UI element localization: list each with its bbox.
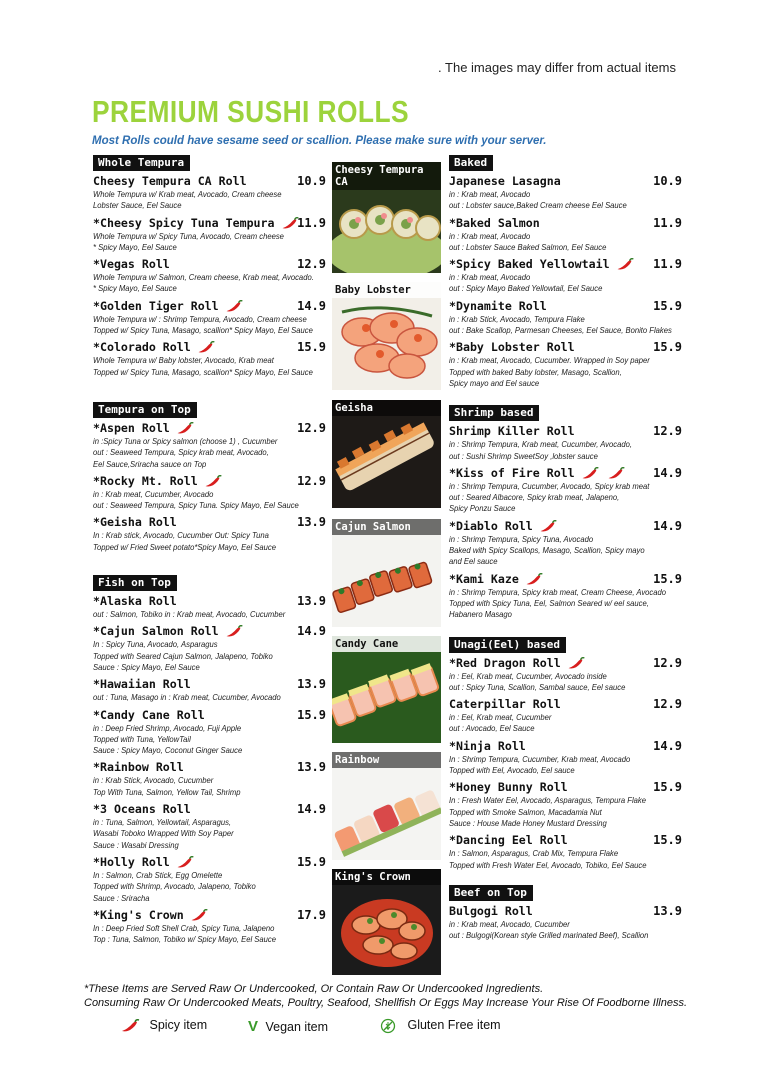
item-name: Cheesy Spicy Tuna Tempura <box>99 215 275 230</box>
item-description: Sauce : Sriracha <box>93 892 150 903</box>
item-name: Honey Bunny Roll <box>455 780 568 795</box>
item-price: 11.9 <box>653 215 682 230</box>
item-description: In : Shrimp Tempura, Cucumber, Krab meat, Avocado <box>449 753 631 764</box>
menu-item-dynamite-roll <box>449 299 682 337</box>
raw-item-star: * <box>449 340 456 355</box>
item-price: 10.9 <box>297 174 326 188</box>
raw-item-star: * <box>449 518 456 533</box>
menu-item-geisha-roll <box>93 515 326 553</box>
item-price: 15.9 <box>653 298 682 313</box>
item-price: 15.9 <box>653 833 682 848</box>
item-price: 11.9 <box>653 257 682 272</box>
item-price: 12.9 <box>653 655 682 670</box>
item-name: Japanese Lasagna <box>449 174 561 188</box>
item-description: Sauce : Wasabi Dressing <box>93 839 179 850</box>
photo-label: Cheesy Tempura CA <box>332 162 441 190</box>
photo-baby-lobster <box>332 282 441 390</box>
item-name: Kami Kaze <box>455 571 519 586</box>
chili-pepper-icon <box>537 520 559 533</box>
item-description: in :Spicy Tuna or Spicy salmon (choose 1) , Cucumber <box>93 435 278 446</box>
item-name: Baked Salmon <box>455 215 540 230</box>
photo-label: Rainbow <box>332 752 441 768</box>
chili-pepper-icon <box>614 258 636 271</box>
section-tempura-on-top <box>93 400 326 553</box>
item-price: 15.9 <box>297 707 326 722</box>
section-heading: Beef on Top <box>449 885 533 901</box>
item-description: out : Bake Scallop, Parmesan Cheeses, Eel Sauce, Bonito Flakes <box>449 325 672 336</box>
menu-item-red-dragon-roll <box>449 656 682 694</box>
right-menu-column <box>449 153 682 941</box>
item-name: Kiss of Fire Roll <box>455 465 575 480</box>
menu-item-vegas-roll <box>93 257 326 295</box>
item-name: Holly Roll <box>99 854 170 869</box>
item-name: Hawaiian Roll <box>99 677 191 692</box>
item-description: Topped with Spicy Tuna, Eel, Salmon Seared w/ eel sauce, <box>449 597 649 608</box>
legend-spicy-label: Spicy item <box>149 1018 208 1032</box>
chili-pepper-icon <box>195 341 217 354</box>
item-name: Candy Cane Roll <box>99 707 205 722</box>
item-description: Topped with Shrimp, Avocado, Jalapeno, Tobiko <box>93 881 256 892</box>
menu-item-caterpillar-roll <box>449 697 682 735</box>
item-price: 13.9 <box>297 677 326 692</box>
raw-item-star: * <box>93 907 100 922</box>
item-description: In : Spicy Tuna, Avocado, Asparagus <box>93 639 218 650</box>
section-shrimp-based <box>449 403 682 620</box>
item-description: Topped with Smoke Salmon, Macadamia Nut <box>449 806 602 817</box>
item-description: In : Fresh Water Eel, Avocado, Asparagus, Tempura Flake <box>449 795 647 806</box>
item-description: in : Krab meat, Avocado <box>449 230 531 241</box>
raw-item-star: * <box>93 677 100 692</box>
baby-lobster-image <box>332 282 441 390</box>
menu-item-diablo-roll <box>449 519 682 568</box>
raw-item-star: * <box>449 465 456 480</box>
photo-label: King's Crown <box>332 869 441 885</box>
candy-cane-image <box>332 636 441 743</box>
legend-spicy <box>120 1018 207 1033</box>
menu-item-alaska-roll <box>93 594 326 620</box>
chili-pepper-icon <box>223 625 245 638</box>
photo-candy-cane <box>332 636 441 743</box>
item-name: 3 Oceans Roll <box>99 802 191 817</box>
item-name: Geisha Roll <box>99 515 177 530</box>
menu-item-baked-salmon <box>449 216 682 254</box>
item-description: Topped with Seared Cajun Salmon, Jalapeno, Tobiko <box>93 650 273 661</box>
menu-item-baby-lobster-roll <box>449 340 682 389</box>
chili-pepper-icon <box>120 1019 140 1033</box>
item-description: Whole Tempura w/ Spicy Tuna, Avocado, Cream cheese <box>93 230 284 241</box>
item-price: 12.9 <box>297 420 326 435</box>
item-price: 15.9 <box>653 340 682 355</box>
item-description: Topped with baked Baby lobster, Masago, Scallion, <box>449 366 622 377</box>
item-description: in : Krab meat, Avocado, Cucumber <box>449 918 570 929</box>
section-heading: Whole Tempura <box>93 155 190 171</box>
section-unagi-eel-based <box>449 635 682 871</box>
item-description: in : Krab meat, Avocado <box>449 272 531 283</box>
item-description: Wasabi Toboko Wrapped With Soy Paper <box>93 828 234 839</box>
vegan-leaf-icon: V <box>248 1018 259 1035</box>
item-description: Baked with Spicy Scallops, Masago, Scallion, Spicy mayo <box>449 545 645 556</box>
item-name: Shrimp Killer Roll <box>449 424 575 439</box>
item-price: 13.9 <box>297 760 326 775</box>
item-description: Topped w/ Spicy Tuna, Masago, scallion* Spicy Mayo, Eel Sauce <box>93 325 313 336</box>
section-baked <box>449 153 682 389</box>
raw-item-star: * <box>449 215 456 230</box>
item-description: Whole Tempura w/ Baby lobster, Avocado, Krab meat <box>93 355 274 366</box>
menu-item-japanese-lasagna <box>449 174 682 212</box>
section-beef-on-top <box>449 883 682 942</box>
item-description: and Eel sauce <box>449 556 498 567</box>
item-description: out : Salmon, Tobiko in : Krab meat, Avocado, Cucumber <box>93 609 286 620</box>
item-price: 10.9 <box>653 174 682 188</box>
photo-cajun-salmon <box>332 519 441 627</box>
item-name: Cajun Salmon Roll <box>99 624 219 639</box>
item-description: * Spicy Mayo, Eel Sauce <box>93 241 177 252</box>
section-heading: Tempura on Top <box>93 402 197 418</box>
chili-pepper-icon <box>174 422 196 435</box>
legend-gluten-free <box>380 1018 501 1034</box>
menu-item-cheesy-spicy-tuna-tempura <box>93 216 326 254</box>
menu-item-golden-tiger-roll <box>93 299 326 337</box>
item-description: * Spicy Mayo, Eel Sauce <box>93 283 177 294</box>
item-price: 12.9 <box>653 697 682 712</box>
item-description: out : Seaweed Tempura, Spicy Tuna. Spicy Mayo, Eel Sauce <box>93 500 299 511</box>
menu-item-honey-bunny-roll <box>449 780 682 829</box>
item-name: Golden Tiger Roll <box>99 298 219 313</box>
item-description: in : Eel, Krab meat, Cucumber <box>449 712 552 723</box>
raw-item-star: * <box>449 257 456 272</box>
item-description: Top With Tuna, Salmon, Yellow Tail, Shrimp <box>93 786 241 797</box>
chili-pepper-icon <box>174 856 196 869</box>
item-name: Baby Lobster Roll <box>455 340 575 355</box>
item-price: 12.9 <box>653 424 682 439</box>
item-description: Topped w/ Spicy Tuna, Masago, scallion* Spicy Mayo, Eel Sauce <box>93 366 313 377</box>
menu-item-dancing-eel-roll <box>449 833 682 871</box>
raw-item-star: * <box>93 760 100 775</box>
item-description: out : Spicy Mayo Baked Yellowtail, Eel Sauce <box>449 283 603 294</box>
item-name: Ninja Roll <box>455 738 526 753</box>
item-price: 12.9 <box>297 257 326 272</box>
menu-item-ninja-roll <box>449 739 682 777</box>
raw-item-star: * <box>93 340 100 355</box>
photo-label: Baby Lobster <box>332 282 441 298</box>
raw-food-warning <box>84 982 687 1010</box>
item-description: Whole Tempura w/ : Shrimp Tempura, Avocado, Cream cheese <box>93 313 307 324</box>
raw-item-star: * <box>449 738 456 753</box>
item-description: out : Avocado, Eel Sauce <box>449 723 535 734</box>
item-description: out : Seaweed Tempura, Spicy krab meat, Avocado, <box>93 447 269 458</box>
item-description: Topped with Fresh Water Eel, Avocado, Tobiko, Eel Sauce <box>449 859 647 870</box>
item-name: Aspen Roll <box>99 420 170 435</box>
raw-item-star: * <box>449 655 456 670</box>
item-price: 15.9 <box>653 571 682 586</box>
raw-item-star: * <box>449 833 456 848</box>
page-title: PREMIUM SUSHI ROLLS <box>92 94 409 129</box>
raw-item-star: * <box>93 215 100 230</box>
photo-rainbow <box>332 752 441 860</box>
item-description: in : Eel, Krab meat, Cucumber, Avocado inside <box>449 670 607 681</box>
raw-item-star: * <box>449 571 456 586</box>
item-price: 14.9 <box>297 802 326 817</box>
item-price: 15.9 <box>297 340 326 355</box>
photo-label: Candy Cane <box>332 636 441 652</box>
item-name: Red Dragon Roll <box>455 655 561 670</box>
raw-item-star: * <box>93 624 100 639</box>
page-subtitle: Most Rolls could have sesame seed or scallion. Please make sure with your server. <box>92 135 547 147</box>
item-name: Cheesy Tempura CA Roll <box>93 174 247 188</box>
menu-item-rainbow-roll <box>93 760 326 798</box>
menu-item-aspen-roll <box>93 421 326 470</box>
menu-item-kami-kaze <box>449 572 682 621</box>
item-description: In : Salmon, Crab Stick, Egg Omelette <box>93 869 223 880</box>
item-price: 15.9 <box>297 854 326 869</box>
item-description: Topped w/ Fried Sweet potato*Spicy Mayo, Eel Sauce <box>93 541 276 552</box>
item-description: out : Lobster sauce,Baked Cream cheese Eel Sauce <box>449 200 627 211</box>
rainbow-image <box>332 752 441 860</box>
item-price: 14.9 <box>653 738 682 753</box>
photo-kings-crown <box>332 869 441 975</box>
item-description: in : Krab Stick, Avocado, Cucumber <box>93 775 214 786</box>
menu-item-holly-roll <box>93 855 326 904</box>
item-description: in : Krab Stick, Avocado, Tempura Flake <box>449 313 585 324</box>
left-menu-column <box>93 153 326 945</box>
chili-pepper-icon <box>565 657 587 670</box>
item-name: Spicy Baked Yellowtail <box>455 257 610 272</box>
item-description: Habanero Masago <box>449 609 512 620</box>
chili-pepper-icon <box>202 475 224 488</box>
raw-item-star: * <box>93 594 100 609</box>
item-name: Bulgogi Roll <box>449 903 533 918</box>
item-name: Dancing Eel Roll <box>455 833 568 848</box>
photo-label: Geisha <box>332 400 441 416</box>
item-price: 13.9 <box>297 515 326 530</box>
section-heading: Shrimp based <box>449 405 539 421</box>
legend-vegan-label: Vegan item <box>265 1020 329 1034</box>
item-description: Eel Sauce,Sriracha sauce on Top <box>93 458 207 469</box>
item-description: in : Shrimp Tempura, Cucumber, Avocado, Spicy krab meat <box>449 480 650 491</box>
item-description: Spicy Ponzu Sauce <box>449 503 516 514</box>
chili-pepper-icon <box>188 909 210 922</box>
raw-item-star: * <box>93 420 100 435</box>
item-description: in : Krab meat, Cucumber, Avocado <box>93 488 214 499</box>
chili-pepper-icon <box>579 467 601 480</box>
item-description: In : Krab stick, Avocado, Cucumber Out: Spicy Tuna <box>93 530 269 541</box>
raw-item-star: * <box>93 515 100 530</box>
raw-item-star: * <box>93 707 100 722</box>
item-name: Caterpillar Roll <box>449 697 561 712</box>
menu-item-hawaiian-roll <box>93 677 326 703</box>
menu-item-kiss-of-fire-roll <box>449 466 682 515</box>
item-name: Rainbow Roll <box>99 760 184 775</box>
item-price: 13.9 <box>297 594 326 609</box>
section-heading: Fish on Top <box>93 575 177 591</box>
item-description: Whole Tempura w/ Salmon, Cream cheese, Krab meat, Avocado. <box>93 272 314 283</box>
item-description: out : Seared Albacore, Spicy krab meat, Jalapeno, <box>449 492 620 503</box>
item-price: 14.9 <box>653 465 682 480</box>
menu-item-cajun-salmon-roll <box>93 624 326 673</box>
item-price: 14.9 <box>653 518 682 533</box>
warning-line-1: *These Items are Served Raw Or Undercooked, Or Contain Raw Or Undercooked Ingredients. <box>84 983 544 995</box>
item-price: 14.9 <box>297 298 326 313</box>
cajun-salmon-image <box>332 519 441 627</box>
raw-item-star: * <box>93 473 100 488</box>
section-fish-on-top <box>93 573 326 945</box>
item-price: 13.9 <box>653 903 682 918</box>
item-description: in : Krab meat, Avocado <box>449 189 531 199</box>
item-description: out : Tuna, Masago in : Krab meat, Cucumber, Avocado <box>93 692 281 703</box>
menu-item-shrimp-killer-roll <box>449 424 682 462</box>
legend-gluten-free-label: Gluten Free item <box>407 1018 501 1033</box>
item-description: Lobster Sauce, Eel Sauce <box>93 200 182 211</box>
item-description: out : Bulgogi(Korean style Grilled marinated Beef), Scallion <box>449 930 649 941</box>
item-name: Vegas Roll <box>99 257 170 272</box>
item-price: 12.9 <box>297 473 326 488</box>
chili-pepper-icon <box>523 573 545 586</box>
item-description: in : Krab meat, Avocado, Cucumber. Wrapped in Soy paper <box>449 355 650 366</box>
section-heading: Baked <box>449 155 493 171</box>
photo-label: Cajun Salmon <box>332 519 441 535</box>
item-description: In : Salmon, Asparagus, Crab Mix, Tempura Flake <box>449 848 619 859</box>
item-price: 17.9 <box>297 907 326 922</box>
menu-item-cheesy-tempura-ca-roll <box>93 174 326 212</box>
raw-item-star: * <box>449 298 456 313</box>
item-description: out : Lobster Sauce Baked Salmon, Eel Sauce <box>449 241 607 252</box>
item-description: in : Shrimp Tempura, Spicy Tuna, Avocado <box>449 533 594 544</box>
item-description: in : Shrimp Tempura, Krab meat, Cucumber, Avocado, <box>449 439 632 450</box>
item-price: 11.9 <box>297 215 326 230</box>
menu-item-king-s-crown <box>93 908 326 946</box>
item-description: out : Sushi Shrimp SweetSoy ,lobster sauce <box>449 450 598 461</box>
menu-item-spicy-baked-yellowtail <box>449 257 682 295</box>
item-description: In : Deep Fried Soft Shell Crab, Spicy Tuna, Jalapeno <box>93 922 275 933</box>
raw-item-star: * <box>93 854 100 869</box>
raw-item-star: * <box>93 802 100 817</box>
raw-item-star: * <box>93 257 100 272</box>
item-description: out : Spicy Tuna, Scallion, Sambal sauce, Eel sauce <box>449 681 626 692</box>
item-description: Sauce : Spicy Mayo, Coconut Ginger Sauce <box>93 745 243 756</box>
menu-item-3-oceans-roll <box>93 802 326 851</box>
item-description: in : Shrimp Tempura, Spicy krab meat, Cream Cheese, Avocado <box>449 586 666 597</box>
item-name: Dynamite Roll <box>455 298 547 313</box>
section-whole-tempura <box>93 153 326 378</box>
item-description: Sauce : House Made Honey Mustard Dressing <box>449 817 607 828</box>
item-name: Alaska Roll <box>99 594 177 609</box>
chili-pepper-icon <box>223 300 245 313</box>
menu-item-bulgogi-roll <box>449 904 682 942</box>
warning-line-2: Consuming Raw Or Undercooked Meats, Poultry, Seafood, Shellfish Or Eggs May Increase Your Rise Of Foodborne Illness. <box>84 997 688 1009</box>
item-name: Diablo Roll <box>455 518 533 533</box>
item-description: Sauce : Spicy Mayo, Eel Sauce <box>93 661 200 672</box>
raw-item-star: * <box>93 298 100 313</box>
item-name: Rocky Mt. Roll <box>99 473 198 488</box>
item-description: Spicy mayo and Eel sauce <box>449 377 540 388</box>
raw-item-star: * <box>449 780 456 795</box>
section-heading: Unagi(Eel) based <box>449 637 566 653</box>
item-name: King's Crown <box>99 907 184 922</box>
item-price: 15.9 <box>653 780 682 795</box>
legend-vegan <box>248 1018 328 1035</box>
item-description: in : Tuna, Salmon, Yellowtail, Asparagus, <box>93 817 232 828</box>
item-description: Top : Tuna, Salmon, Tobiko w/ Spicy Mayo, Eel Sauce <box>93 934 276 945</box>
item-description: in : Deep Fried Shrimp, Avocado, Fuji Apple <box>93 722 242 733</box>
photo-cheesy-tempura-ca <box>332 162 441 273</box>
item-description: Topped with Eel, Avocado, Eel sauce <box>449 765 575 776</box>
chili-pepper-icon <box>605 467 627 480</box>
geisha-image <box>332 400 441 508</box>
image-disclaimer: . The images may differ from actual items <box>438 60 676 75</box>
menu-item-colorado-roll <box>93 340 326 378</box>
gluten-free-icon <box>380 1018 396 1034</box>
item-price: 14.9 <box>297 624 326 639</box>
item-name: Colorado Roll <box>99 340 191 355</box>
item-description: Topped with Tuna, YellowTail <box>93 733 191 744</box>
menu-item-candy-cane-roll <box>93 708 326 757</box>
menu-item-rocky-mt-roll <box>93 474 326 512</box>
photo-geisha <box>332 400 441 508</box>
item-description: Whole Tempura w/ Krab meat, Avocado, Cream cheese <box>93 189 282 199</box>
